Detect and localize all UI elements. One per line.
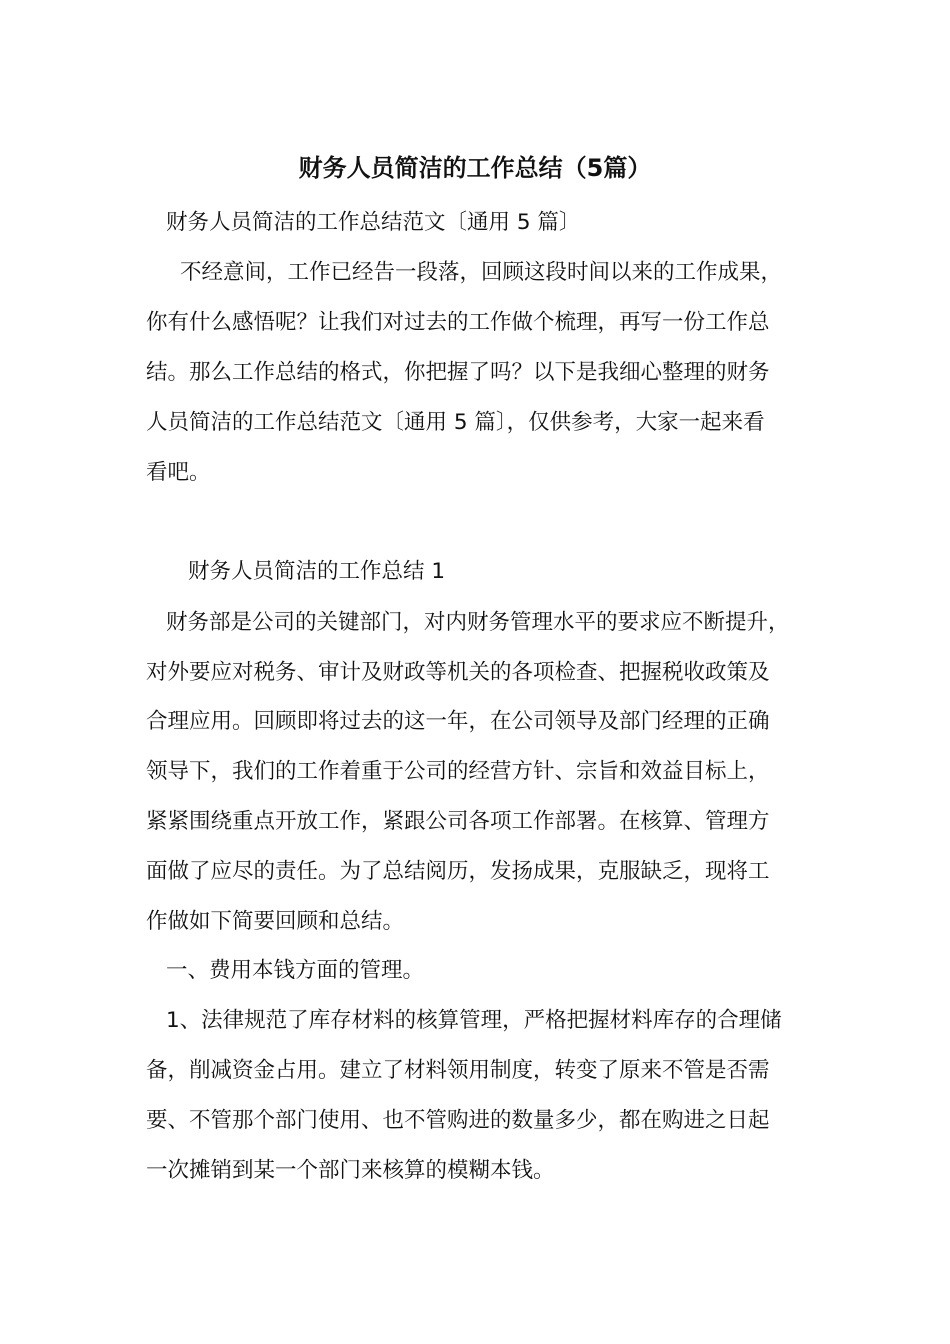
intro-line-1: 不经意间，工作已经告一段落，回顾这段时间以来的工作成果，: [180, 260, 783, 285]
body-line-4: 领导下，我们的工作着重于公司的经营方针、宗旨和效益目标上，: [146, 759, 770, 784]
document-title: 财务人员简洁的工作总结（5篇）: [298, 154, 652, 182]
body-line-5: 紧紧围绕重点开放工作，紧跟公司各项工作部署。在核算、管理方: [146, 809, 770, 834]
point-line-1: 1、法律规范了库存材料的核算管理，严格把握材料库存的合理储: [166, 1008, 782, 1033]
intro-line-3: 结。那么工作总结的格式，你把握了吗？以下是我细心整理的财务: [146, 360, 770, 385]
intro-line-5: 看吧。: [146, 460, 211, 485]
body-line-2: 对外要应对税务、审计及财政等机关的各项检查、把握税收政策及: [146, 660, 770, 685]
body-line-3: 合理应用。回顾即将过去的这一年，在公司领导及部门经理的正确: [146, 709, 770, 734]
point-heading: 一、费用本钱方面的管理。: [166, 958, 425, 983]
body-line-6: 面做了应尽的责任。为了总结阅历，发扬成果，克服缺乏，现将工: [146, 859, 770, 884]
section-heading: 财务人员简洁的工作总结 1: [188, 559, 446, 584]
point-line-3: 要、不管那个部门使用、也不管购进的数量多少，都在购进之日起: [146, 1108, 770, 1133]
document-subtitle: 财务人员简洁的工作总结范文〔通用 5 篇〕: [166, 210, 581, 235]
point-line-4: 一次摊销到某一个部门来核算的模糊本钱。: [146, 1158, 555, 1183]
intro-line-4: 人员简洁的工作总结范文〔通用 5 篇〕，仅供参考，大家一起来看: [146, 410, 765, 435]
body-line-7: 作做如下简要回顾和总结。: [146, 909, 405, 934]
point-line-2: 备，削减资金占用。建立了材料领用制度，转变了原来不管是否需: [146, 1058, 770, 1083]
intro-line-2: 你有什么感悟呢？让我们对过去的工作做个梳理，再写一份工作总: [146, 310, 770, 335]
body-line-1: 财务部是公司的关键部门，对内财务管理水平的要求应不断提升，: [166, 610, 790, 635]
